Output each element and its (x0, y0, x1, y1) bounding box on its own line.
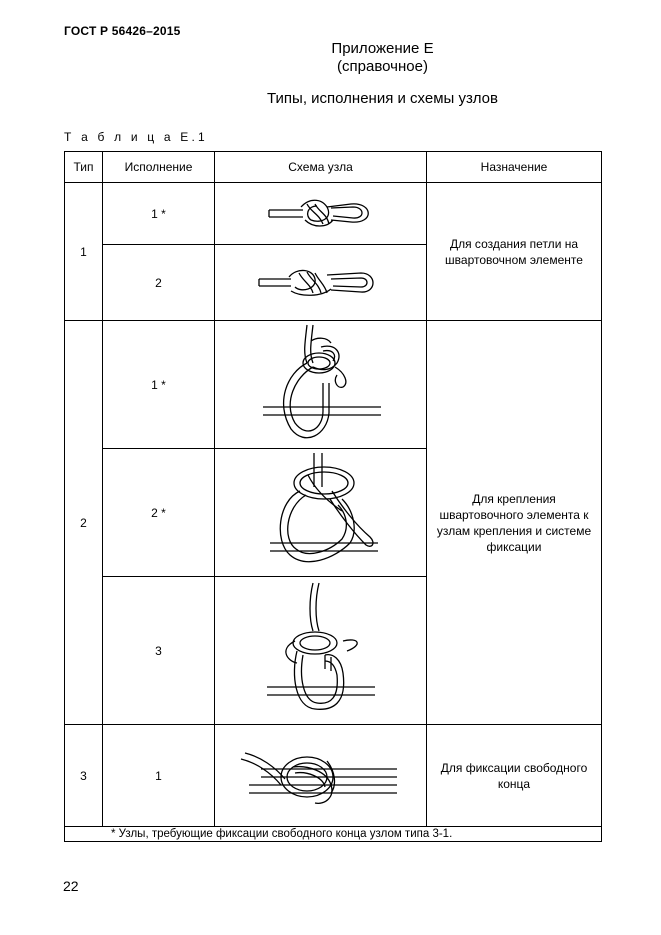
column-header-scheme: Схема узла (215, 152, 427, 183)
table-row (65, 725, 602, 827)
type-cell: 2 (65, 321, 103, 725)
purpose-cell: Для крепления швартовочного элемента к узлам крепления и системе фиксации (427, 321, 602, 725)
table-row (65, 321, 602, 449)
loop-knot-icon (261, 194, 381, 234)
standard-number: ГОСТ Р 56426–2015 (64, 24, 181, 38)
purpose-cell: Для фиксации свободного конца (427, 725, 602, 827)
variant-cell: 3 (103, 577, 215, 725)
type-cell: 3 (65, 725, 103, 827)
variant-cell: 1 * (103, 183, 215, 245)
table-caption: Т а б л и ц а Е.1 (64, 130, 208, 144)
knot-scheme-cell (215, 449, 427, 577)
knot-scheme-cell (215, 321, 427, 449)
bowline-knot-icon (251, 323, 391, 447)
purpose-cell: Для создания петли на швартовочном элементе (427, 183, 602, 321)
securing-knot-icon (231, 731, 411, 821)
knots-table (64, 151, 602, 842)
table-row (65, 183, 602, 245)
variant-cell: 2 (103, 245, 215, 321)
column-header-variant: Исполнение (103, 152, 215, 183)
variant-cell: 1 (103, 725, 215, 827)
table-header-row (65, 152, 602, 183)
column-header-purpose: Назначение (427, 152, 602, 183)
page-number: 22 (63, 878, 79, 894)
knot-scheme-cell (215, 183, 427, 245)
variant-cell: 1 * (103, 321, 215, 449)
appendix-title: Приложение Е (331, 40, 434, 57)
appendix-heading: Типы, исполнения и схемы узлов (267, 90, 498, 107)
appendix-subtitle: (справочное) (337, 58, 428, 75)
type-cell: 1 (65, 183, 103, 321)
knot-scheme-cell (215, 577, 427, 725)
knot-scheme-cell (215, 245, 427, 321)
table-footnote: * Узлы, требующие фиксации свободного конца узлом типа 3-1. (65, 827, 602, 842)
knot-scheme-cell (215, 725, 427, 827)
loop-knot-icon (251, 263, 391, 303)
bowline-knot-icon (246, 451, 396, 575)
footnote-row (65, 827, 602, 842)
variant-cell: 2 * (103, 449, 215, 577)
column-header-type: Тип (65, 152, 103, 183)
bowline-knot-icon (251, 579, 391, 723)
